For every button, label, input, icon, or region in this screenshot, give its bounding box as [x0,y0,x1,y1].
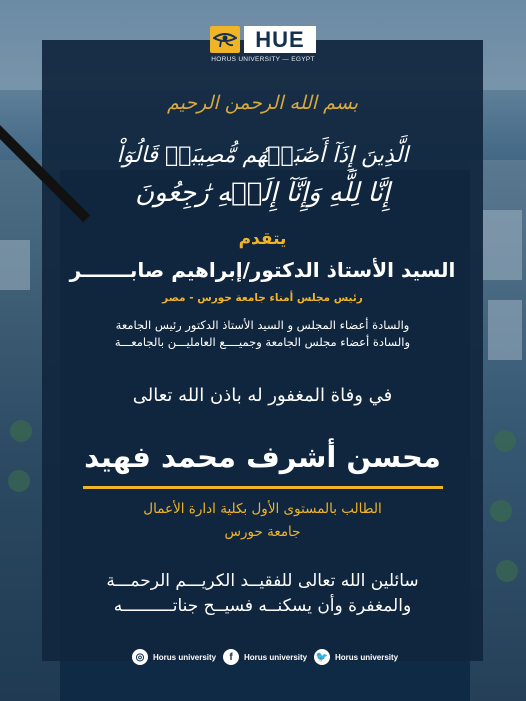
twitter-label: Horus university [335,652,399,662]
instagram-icon: ◎ [132,649,148,665]
logo-subtitle: HORUS UNIVERSITY — EGYPT [211,56,315,63]
logo-wordmark: HUE [244,26,316,53]
hue-logo [210,26,316,66]
quran-verse-line1: الَّذِينَ إِذَآ أَصَٰبَتۡهُم مُّصِيبَةٞ قَالُوٓاْ [116,143,409,168]
facebook-icon: f [223,649,239,665]
tree [494,430,516,452]
tree [490,500,512,522]
prayer-line1: سائلين الله تعالى للفقيــد الكريـــم الرحمـــة [106,571,419,591]
announcement-panel [42,40,483,661]
gold-divider [83,486,443,489]
building [0,240,30,290]
tree [496,560,518,582]
quran-verse-line2: إِنَّا لِلَّهِ وَإِنَّآ إِلَيۡهِ رَٰجِعُونَ [135,178,390,208]
building [488,300,522,360]
twitter-link[interactable] [314,646,398,668]
offers-heading: يتقدم [238,229,287,249]
instagram-label: Horus university [153,652,217,662]
twitter-icon: 🐦 [314,649,330,665]
tree [10,420,32,442]
deceased-name: محسن أشرف محمد فهيد [84,440,441,474]
sender-name: السيد الأستاذ الدكتور/إبراهيم صابـــــــر [69,258,456,282]
university-name: جامعة حورس [224,524,301,540]
basmala: بسم الله الرحمن الرحيم [167,92,358,114]
social-links [42,646,483,668]
facebook-label: Horus university [244,652,308,662]
prayer-line2: والمغفرة وأن يسكنــه فسيــح جناتــــــــــه [113,596,412,616]
facebook-link[interactable] [223,646,307,668]
building [482,210,522,280]
members-line2: والسادة أعضاء مجلس الجامعة وجميــــع العامليـــن بالجامعـــة [114,335,411,349]
sender-role: رئيس مجلس أمناء جامعة حورس - مصر [162,292,363,304]
passing-text: في وفاة المغفور له باذن الله تعالى [132,385,393,406]
members-line1: والسادة أعضاء المجلس و السيد الأستاذ الدكتور رئيس الجامعة [115,318,410,332]
student-description: الطالب بالمستوى الأول بكلية ادارة الأعمال [143,501,382,517]
instagram-link[interactable] [132,646,216,668]
tree [8,470,30,492]
horus-eye-icon [210,26,240,53]
